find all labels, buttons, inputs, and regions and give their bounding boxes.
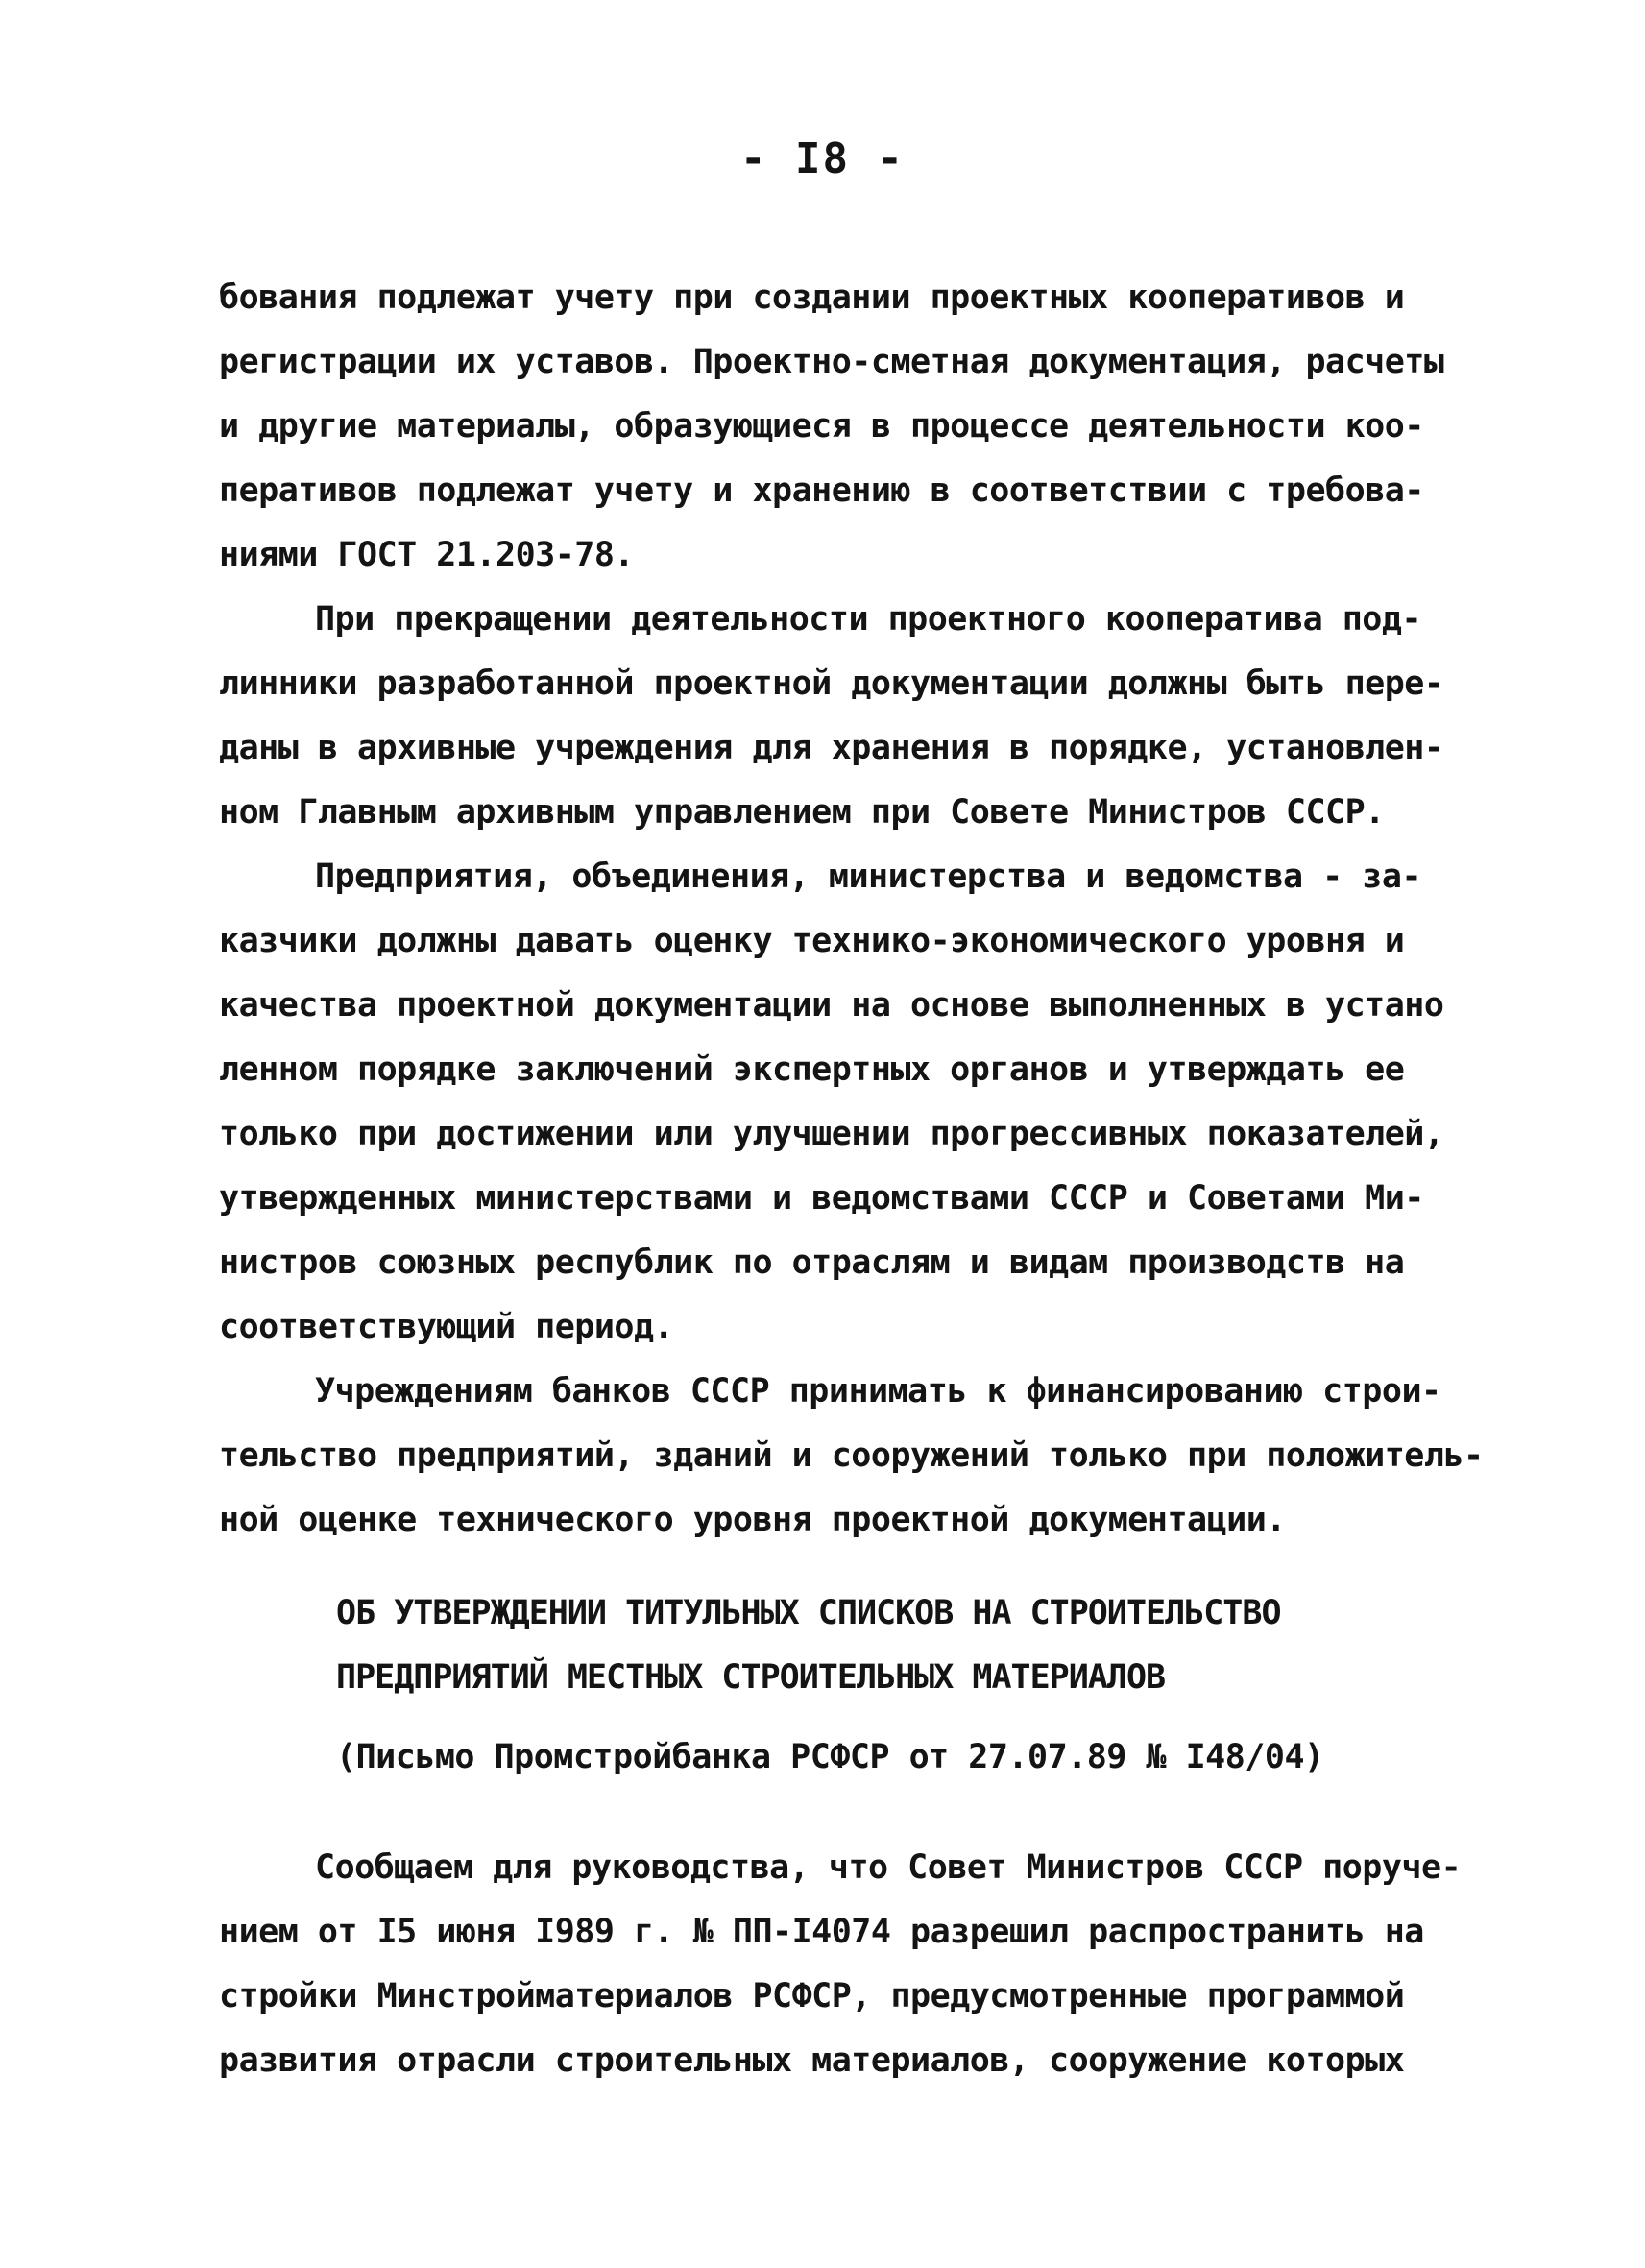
paragraph-4-line-2: тельство предприятий, зданий и сооружений только при положитель- — [219, 1436, 1484, 1475]
paragraph-2-line-2: линники разработанной проектной документации должны быть пере- — [219, 664, 1444, 703]
paragraph-3-line-8: соответствующий период. — [219, 1308, 674, 1346]
paragraph-2-line-4: ном Главным архивным управлением при Совете Министров СССР. — [219, 793, 1385, 832]
paragraph-1-line-5: ниями ГОСТ 21.203-78. — [219, 536, 635, 574]
section-source: (Письмо Промстройбанка РСФСР от 27.07.89 № I48/04) — [336, 1738, 1324, 1776]
closing-paragraph-line-4: развития отрасли строительных материалов, сооружение которых — [219, 2041, 1405, 2080]
paragraph-1-line-3: и другие материалы, образующиеся в процессе деятельности коо- — [219, 407, 1424, 446]
paragraph-3-line-6: утвержденных министерствами и ведомствами СССР и Советами Ми- — [219, 1179, 1424, 1218]
paragraph-1-line-1: бования подлежат учету при создании проектных кооперативов и — [219, 278, 1405, 317]
paragraph-2-line-1: При прекращении деятельности проектного кооператива под- — [315, 600, 1422, 639]
page-number: - I8 - — [740, 134, 905, 183]
section-title-line-2: ПРЕДПРИЯТИЙ МЕСТНЫХ СТРОИТЕЛЬНЫХ МАТЕРИАЛОВ — [336, 1658, 1166, 1697]
closing-paragraph-line-2: нием от I5 июня I989 г. № ПП-I4074 разрешил распространить на — [219, 1913, 1424, 1951]
paragraph-3-line-2: казчики должны давать оценку технико-экономического уровня и — [219, 922, 1405, 960]
paragraph-1-line-4: перативов подлежат учету и хранению в соответствии с требова- — [219, 471, 1424, 510]
section-title-line-1: ОБ УТВЕРЖДЕНИИ ТИТУЛЬНЫХ СПИСКОВ НА СТРОИТЕЛЬСТВО — [336, 1594, 1281, 1632]
closing-paragraph-line-1: Сообщаем для руководства, что Совет Министров СССР поруче- — [315, 1848, 1462, 1887]
closing-paragraph-line-3: стройки Минстройматериалов РСФСР, предусмотренные программой — [219, 1977, 1405, 2015]
paragraph-3-line-3: качества проектной документации на основе выполненных в устано — [219, 986, 1444, 1025]
paragraph-3-line-5: только при достижении или улучшении прогрессивных показателей, — [219, 1115, 1444, 1153]
paragraph-3-line-4: ленном порядке заключений экспертных органов и утверждать ее — [219, 1050, 1405, 1089]
paragraph-3-line-7: нистров союзных республик по отраслям и видам производств на — [219, 1243, 1405, 1282]
paragraph-4-line-1: Учреждениям банков СССР принимать к финансированию строи- — [315, 1372, 1441, 1411]
paragraph-1-line-2: регистрации их уставов. Проектно-сметная документация, расчеты — [219, 343, 1444, 381]
paragraph-3-line-1: Предприятия, объединения, министерства и ведомства - за- — [315, 857, 1422, 896]
paragraph-2-line-3: даны в архивные учреждения для хранения в порядке, установлен- — [219, 729, 1444, 767]
paragraph-4-line-3: ной оценке технического уровня проектной документации. — [219, 1501, 1286, 1539]
